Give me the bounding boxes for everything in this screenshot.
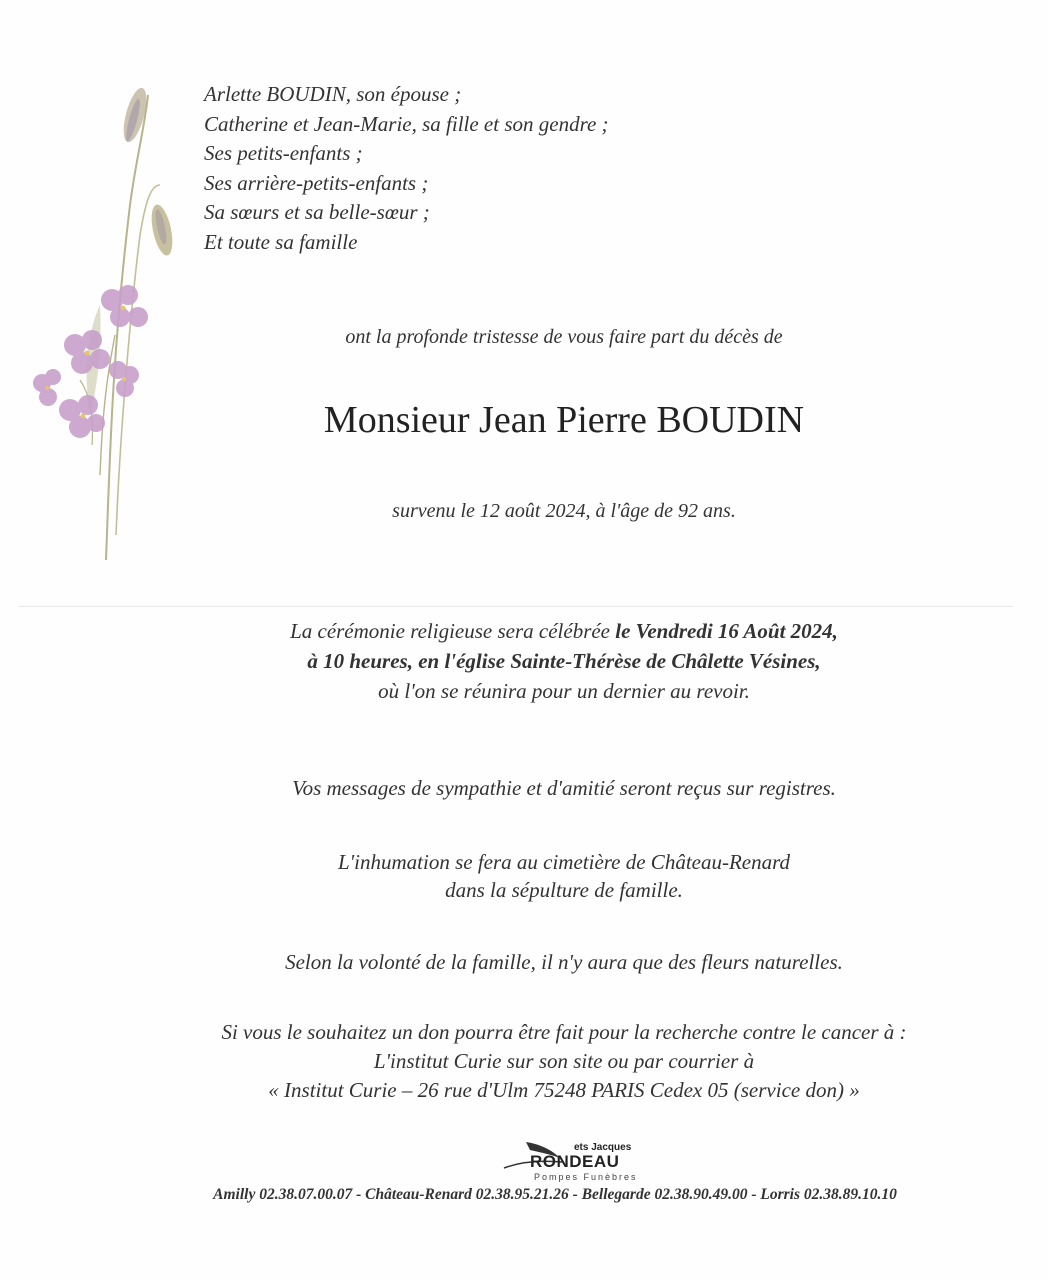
donation-line: Si vous le souhaitez un don pourra être fait pour la recherche contre le cancer à : xyxy=(221,1020,907,1044)
contact-phones: Amilly 02.38.07.00.07 - Château-Renard 02.38.95.21.26 - Bellegarde 02.38.90.49.00 - Lorris 02.38.89.10.10 xyxy=(213,1186,897,1203)
ceremony-closing: où l'on se réunira pour un dernier au revoir. xyxy=(378,679,750,703)
logo-small-text: ets Jacques xyxy=(574,1142,632,1153)
funeral-home-logo xyxy=(490,1138,640,1188)
family-line: Et toute sa famille xyxy=(204,229,358,254)
burial-info xyxy=(40,848,1048,904)
ceremony-info xyxy=(40,616,1048,706)
family-line: Ses petits-enfants ; xyxy=(204,141,363,165)
donation-line: L'institut Curie sur son site ou par courrier à xyxy=(373,1049,755,1073)
burial-line: dans la sépulture de famille. xyxy=(445,878,683,902)
family-line: Arlette BOUDIN, son épouse ; xyxy=(204,82,462,106)
family-line: Sa sœurs et sa belle-sœur ; xyxy=(204,200,430,224)
ceremony-time-place: à 10 heures, en l'église Sainte-Thérèse de Châlette Vésines, xyxy=(307,649,821,673)
family-line: Ses arrière-petits-enfants ; xyxy=(204,170,429,195)
burial-line: L'inhumation se fera au cimetière de Château-Renard xyxy=(337,850,791,874)
violet-flower-illustration xyxy=(20,55,190,575)
death-date-age: survenu le 12 août 2024, à l'âge de 92 ans. xyxy=(392,500,736,522)
announcement-text: ont la profonde tristesse de vous faire part du décès de xyxy=(345,326,783,348)
deceased-name xyxy=(40,398,1048,442)
donation-line: « Institut Curie – 26 rue d'Ulm 75248 PARIS Cedex 05 (service don) » xyxy=(268,1078,860,1102)
family-list xyxy=(204,80,609,257)
logo-name: RONDEAU xyxy=(530,1152,620,1171)
logo-tagline: Pompes Funèbres xyxy=(534,1172,638,1182)
flowers-note: Selon la volonté de la famille, il n'y aura que des fleurs naturelles. xyxy=(285,950,843,974)
condolence-messages-note: Vos messages de sympathie et d'amitié seront reçus sur registres. xyxy=(292,776,836,800)
ceremony-intro: La cérémonie religieuse sera célébrée xyxy=(290,619,616,643)
ceremony-date: le Vendredi 16 Août 2024, xyxy=(615,619,838,643)
donation-info xyxy=(40,1018,1048,1105)
deceased-title: Monsieur Jean Pierre BOUDIN xyxy=(323,399,805,441)
family-line: Catherine et Jean-Marie, sa fille et son gendre ; xyxy=(204,111,609,136)
divider xyxy=(18,606,1013,607)
